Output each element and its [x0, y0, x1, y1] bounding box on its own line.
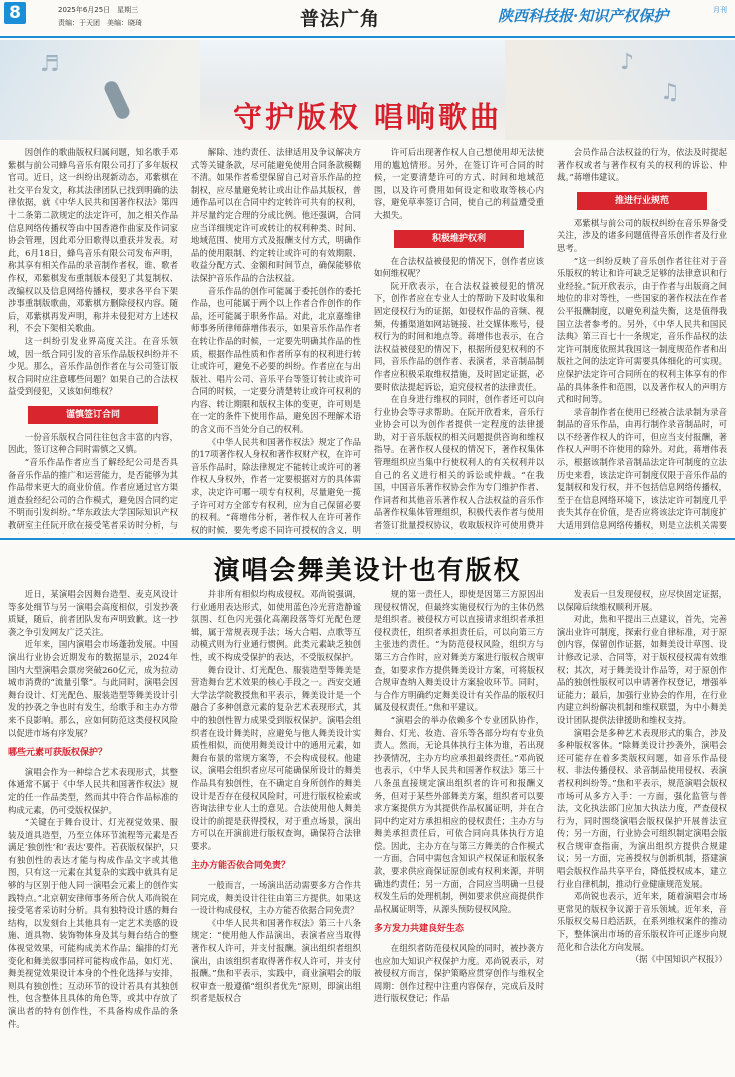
article2-column-1 — [8, 588, 178, 1074]
subheading: 积极维护权利 — [394, 230, 524, 248]
article1-title: 守护版权 唱响歌曲 — [232, 100, 503, 134]
subheading: 谨慎签订合同 — [28, 406, 158, 424]
masthead — [0, 0, 735, 38]
paragraph: 并非所有相似均构成侵权。邓尚锐强调，行业通用表达形式，如使用蓝色冷光营造静谧氛围、红色闪光强化高潮段落等灯光配色逻辑，属于常规表现手法；场大合唱、点歌等互动模式则为行业通行惯例。此类元素缺乏独创性，或不构成受保护的表达，不受版权保护。 — [191, 589, 361, 662]
paragraph: 会员作品合法权益的行为，依法及时提起著作权或者与著作权有关的权利的诉讼、仲裁。”蒋增伟建议。 — [557, 147, 727, 183]
paragraph: 近日，某演唱会因舞台造型、麦克风设计等多处细节与另一演唱会高度相似，引发抄袭质疑，随后，前者团队发布声明致歉。这一抄袭之争引发网友广泛关注。 — [8, 589, 178, 637]
paragraph: 规的第一责任人，即使是因第三方原因出现侵权情况，但最终实施侵权行为的主体仍然是组织者。被侵权方可以直接请求组织者承担侵权责任，组织者承担责任后，可以向第三方主张违约责任。“为防范侵权风险，组织方与第三方合作时，应对舞美方案进行版权合规审查，如要求作方提供舞美设计方案，可将版权合规审查纳入舞美设计方案验收环节。同时，与合作方明确约定舞美设计有关作品的版权归属及侵权责任。”焦和平建议。 — [374, 589, 544, 713]
paragraph: 演唱会作为一种综合艺术表现形式，其整体通常不属于《中华人民共和国著作权法》规定的任一作品类型，然而其中符合作品标准的构成元素，仍可受版权保护。 — [8, 766, 178, 815]
paragraph: 一份音乐版权合同往往包含丰富的内容，因此，签订这种合同时需慎之又慎。 — [8, 431, 178, 455]
subheading: 主办方能否依合同免责？ — [191, 861, 291, 872]
page-number: 8 — [4, 2, 26, 24]
subheading: 哪些元素可获版权保护？ — [8, 748, 108, 759]
paragraph: “演唱会的举办依赖多个专业团队协作，舞台、灯光、妆造、音乐等各部分均有专业负责人。然而，无论具体执行主体为谁，若出现抄袭情况，主办方均应承担最终责任。”邓尚锐也表示，《中华人民共和国著作权法》第三十八条虽直接规定演出组织者的许可和报酬义务，但对于某些外部舞美方案，组织者可以要求方案提供方为其提供作品权属证明，并在合同中约定对方承担相应的侵权责任；主办方与舞美承担责任后，可依合同向具体执行方追偿。因此，主办方在与第三方舞美的合作模式一方面，合同中需包含知识产权保证和版权条款，要求供应商保证原创或有权利来源，并明确违约责任；另一方面，合同应当明确一旦侵权发生后的处理机制，例如要求供应商提供作品权属证明等，从源头预防侵权风险。 — [374, 714, 544, 914]
paragraph: 近年来，国内演唱会市场蓬勃发展。中国演出行业协会近期发布的数据显示，2024年国内大型演唱会票房突破260亿元，成为拉动城市消费的“流量引擎”。与此同时，演唱会因舞台设计、灯光配色、服装造型等舞美设计引发的抄袭之争也时有发生，给歌手和主办方带来不良影响。那么，应如何防范这类侵权风险以促进市场有序发展？ — [8, 639, 178, 738]
paragraph: 《中华人民共和国著作权法》第三十八条规定：“使用他人作品演出，表演者应当取得著作权人许可，并支付报酬。演出组织者组织演出，由该组织者取得著作权人许可，并支付报酬。”焦和平表示，实践中，商业演唱会的版权审查一般遵循“组织者优先”原则，即演出组织者是版权合 — [191, 917, 361, 1004]
paragraph: 《中华人民共和国著作权法》规定了作品的17项著作权人身权和著作权财产权，在许可音乐作品时，除法律规定不能转让或许可的著作权人身权外，作者一定要根据对方的具体需求，决定许可哪一项专有权利，尽量避免一揽子许可对方全部专有权利，应为自己保留必要的权利。“蒋增伟分析，著作权人在许可著作权的时候，要先考虑不同许可授权的含义，明 — [191, 436, 361, 534]
paragraph: 解除、违约责任、法律适用及争议解决方式等关键条款，尽可能避免使用合同条款模糊不清。如果作者希望保留自己对音乐作品的控制权，应尽量避免转让或出让作品其版权，普通作品可以在合同中约定转许可共有的权利，并尽量约定合理的分成比例。他还强调，合同应当详细规定许可或转让的权利种类、时间、地域范围、使用方式及报酬支付方式，明确作品的使用限制、约定转让或许可的有效期限、收益分配方式、金额和时间节点，确保能够依法保护音乐作品的合法权益。 — [191, 147, 361, 283]
paragraph: 在组织者防范侵权风险的同时，被抄袭方也应加大知识产权保护力度。邓尚锐表示，对被侵权方而言，保护策略应贯穿创作与维权全周期：创作过程中注重内容保存，完成后及时进行版权登记；作品 — [374, 943, 544, 1004]
subheading: 多方发力共建良好生态 — [374, 924, 465, 935]
paragraph: 一般而言，一场演出活动需要多方合作共同完成，舞美设计往往由第三方提供。如果这一设计构成侵权，主办方能否依据合同免责？ — [191, 880, 361, 916]
article-divider — [0, 538, 735, 540]
subheading: 推进行业规范 — [577, 192, 707, 210]
music-note-icon: ♬ — [40, 52, 60, 77]
paragraph: 许可后出现著作权人自己想使用却无法使用的尴尬情形。另外，在签订许可合同的时候，一定要清楚许可的方式、时间和地域范围，以及许可费用如何设定和收取等核心内容，避免草率签订合同，使自己的利益遭受重大损失。 — [374, 147, 544, 220]
brand-monthly-tag: 月刊 — [713, 6, 727, 14]
music-note-icon: ♫ — [660, 80, 680, 105]
source-credit: （据《中国知识产权报》） — [630, 954, 727, 965]
newspaper-brand: 陕西科技报·知识产权保护 — [498, 7, 669, 25]
paragraph: 音乐作品的创作可能属于委托创作的委托作品，也可能属于两个以上作者合作创作的作品，还可能属于职务作品。对此，北京嘉维律师事务所律师薛增伟表示，如果音乐作品作者在转让作品的时候，一定要先明确其作品的性质，根据作品性质和作者所享有的权利进行转让或许可，避免不必要的纠纷。作者应在与出版社、唱片公司、音乐平台等签订转让或许可合同的时候，一定要分清楚转让或许可权利的内容、转让期限和版权主体的变更，许可则是在一定的条件下使用作品，避免因不理解术语的含义而不当处分自己的权利。 — [191, 285, 361, 435]
paragraph: 舞台设计、灯光配色、服装造型等舞美是营造舞台艺术效果的核心手段之一。西安交通大学法学院教授焦和平表示，舞美设计是一个融合了多种创意元素的复杂艺术表现形式，其中的独创性智力成果受到版权保护。演唱会组织者在设计舞美时，应避免与他人舞美设计实质性相似，而使用舞美设计中的通用元素，如舞台布景的常规方案等，不会构成侵权。他建议，演唱会组织者应尽可能确保所设计的舞美作品具有独创性，在不确定自身所创作的舞美设计是否存在侵权风险时，可进行版权检索或咨询法律专业人士的意见。合法使用他人舞美设计的前提是获得授权，对于重点场景，演出方可以在开演前进行版权查询，确保符合法律要求。 — [191, 664, 361, 851]
issue-date: 2025年6月25日 星期三 — [58, 6, 139, 14]
music-note-icon: ♪ — [620, 50, 635, 75]
paragraph: “音乐作品作者应当了解经纪公司是否具备音乐作品的推广和运营能力，是否能够为其作品带来更大的商业价值。作者应通过官方渠道查验经纪公司的合作模式，避免因合同约定不明而引发纠纷。”华东政法大学国际知识产权教研室主任阮开欣在接受笔者采访时分析，与 — [8, 457, 178, 531]
paragraph: 录音制作者在使用已经被合法录制为录音制品的音乐作品，由再行制作录音制品时，可以不经著作权人的许可，但应当支付报酬，著作权人声明不许使用的除外。对此，蒋增伟表示，根据该制作录音制品法定许可制度的立法历史来看，该法定许可制度仅限于音乐作品的复制权和发行权，并不包括信息网络传播权，至于在信息网络环境下，该法定许可制度几乎丧失其存在价值，是否应将该法定许可制度扩大适用到信息网络传播权，则是立法机关需要 — [557, 406, 727, 531]
paragraph: 因创作的歌曲版权归属问题，知名歌手邓紫棋与前公司蜂鸟音乐有限公司打了多年版权官司。近日，这一纠纷出现新动态，邓紫棋在社交平台发文，称其法律团队已找到明确的法律依据，就《中华人民共和国著作权法》第四十二条第二款规定的法定许可，加之相关作品信息网络传播权等由中国香港作曲家及作词家协会管理，因此邓分旧歌得以重获并发表。对此，6月18日，蜂鸟音乐有限公司发布声明，称其享有相关作品的录音制作者权，谁、歌者作权，邓紫棋发布重制版本侵犯了其复制权、改编权以及信息网络传播权，要求各平台下架涉事重制版歌曲，邓紫棋方删除侵权内容。随后，邓紫棋再发声明，称并未侵犯对方上述权利，不会下架相关歌曲。 — [8, 147, 178, 334]
article1-column-1 — [8, 146, 178, 534]
article2-column-4 — [557, 588, 727, 1074]
paragraph: 发表后一旦发现侵权，应尽快固定证据，以保障后续维权顺利开展。 — [557, 589, 727, 612]
paragraph: 演唱会是多种艺术表现形式的集合，涉及多种版权客体。“除舞美设计抄袭外，演唱会还可能存在着多类版权问题，如音乐作品侵权、非法传播侵权、录音制品使用侵权、表演者权利纠纷等。”焦和平表示，规范演唱会版权市场可从多方入手：一方面，强化监管与普法，文化执法部门应加大执法力度，严查侵权行为，同时围绕演唱会版权保护开展普法宣传；另一方面，行业协会可组织制定演唱会版权合规审查指南，为演出组织方提供合规建议；另一方面，完善授权与创新机制，搭建演唱会版权作品共享平台，降低授权成本，建立行业自律机制，推动行业健康规范发展。 — [557, 727, 727, 889]
paragraph: 阮开欣表示，在合法权益被侵犯的情况下，创作者应在专业人士的帮助下及时收集和固定侵权行为的证据，如侵权作品的音频、视频，传播渠道如网站链接、社交媒体账号，侵权行为的时间和地点等。蒋增伟也表示，在合法权益被侵犯的情况下，根据所侵犯权利的不同，音乐作品的创作者、表演者，录音制品制作者应积极采取维权措施，及时固定证据，必要时依法提起诉讼，追究侵权者的法律责任。 — [374, 280, 544, 392]
section-title: 普法广角 — [300, 8, 381, 30]
paragraph: 邓尚锐也表示，近年来，随着演唱会市场更常见的版权争议源于音乐领域。近年来，音乐版权交易日趋活跃，在系列维权案件的推动下，整体演出市场的音乐版权许可正逐步向规范化和合法化方向发展。 — [557, 891, 727, 952]
paragraph: 邓紫棋与前公司的版权纠纷在音乐界备受关注，涉及的诸多问题值得音乐创作者及行业思考。 — [557, 217, 727, 253]
article-banner — [0, 40, 735, 140]
editor-credits: 责编：于天团 美编：晓琦 — [58, 19, 142, 27]
article2-column-3 — [374, 588, 544, 1074]
paragraph: 在自身进行维权的同时，创作者还可以向行业协会等寻求帮助。在阮开欣看来，音乐行业协会可以为创作者提供一定程度的法律援助，对于音乐版权的相关问题提供咨询和维权指导。在著作权人侵权的情况下，著作权集体管理组织应当集中行使权利人的有关权利并以自己的名义进行相关的诉讼或仲裁。“在我国，中国音乐著作权协会作为专门维护作者、作词者和其他音乐著作权人合法权益的音乐作品著作权集体管理组织，积极代表作者与使用者签订批量授权协议，收取版权许可使用费并 — [374, 394, 544, 531]
paragraph: 这一纠纷引发业界高度关注。在音乐领域，因一纸合同引发的音乐作品版权纠纷并不少见。那么，音乐作品创作者在与公司签订版权合同时应注意哪些问题？如果自己的合法权益受到侵犯，又该如何维权？ — [8, 335, 178, 397]
article1-column-2 — [191, 146, 361, 534]
paragraph: 在合法权益被侵犯的情况下，创作者应该如何维权呢？ — [374, 255, 544, 279]
article1-column-4 — [557, 146, 727, 534]
header-rule — [0, 36, 735, 38]
article2-title: 演唱会舞美设计也有版权 — [213, 556, 522, 586]
article1-column-3 — [374, 146, 544, 534]
paragraph: “关键在于舞台设计、灯光视觉效果、服装及道具造型，乃至立体环节流程等元素是否满足‘独创性’和‘表达’要件。若获版权保护，只有独创性的表达才能与构成作品文字或其他图，只有这一元素在其复杂的实践中就具有足够的与区别于他人同一演唱会元素上的创作实践特点。”北京朝安律师事务所合伙人邓尚锐在接受笔者采访时分析。具有独特设计感的舞台结构，以发刻台上其他具有一定艺术美感的设施、道具物、装饰物体身及其与舞台结合的整体视觉效果，可能构成美术作品；编排的灯光变化和舞美叙事同样可能构成作品，如灯光、舞美视觉效果设计本身的个性化选择与安排，则具有独创性；互动环节的设计若具有其独创性，包含整体且具体的角色等，或其中存放了演出者的特有创作性，不具备构成作品的条件。 — [8, 817, 178, 1029]
article2-column-2 — [191, 588, 361, 1074]
paragraph: “这一纠纷反映了音乐创作者往往对于音乐版权的转让和许可缺乏足够的法律意识和行业经验。”阮开欣表示，由于作者与出版商之间地位的非对等性，一些国家的著作权法在作者公平报酬制度，以避免利益失衡，这是值得我国立法者参考的。另外，《中华人民共和国民法典》第三百七十一条规定，音乐作品权的法定许可制度依照其我国这一制度规范作者和出版社之间的法定许可需要具体细化的可实现。应保护法定许可合同所在的权利主体享有的作品的具体条件和范围，以及著作权人的声明方式和时间等。 — [557, 255, 727, 405]
paragraph: 对此，焦和平提出三点建议，首先，完善演出业许可制度，探索行业自律标准，对于原创内容，保留创作证据，如舞美设计草图、设计修改记录、合同等，对于版权侵权需有效维权；其次，对于舞美设计作品等，对于原创作品的独创性版权可以申请著作权登记，增强举证能力；最后，加强行业协会的作用，在行业内建立纠纷解决机制和维权联盟，为中小舞美设计团队提供法律援助和维权支持。 — [557, 614, 727, 725]
